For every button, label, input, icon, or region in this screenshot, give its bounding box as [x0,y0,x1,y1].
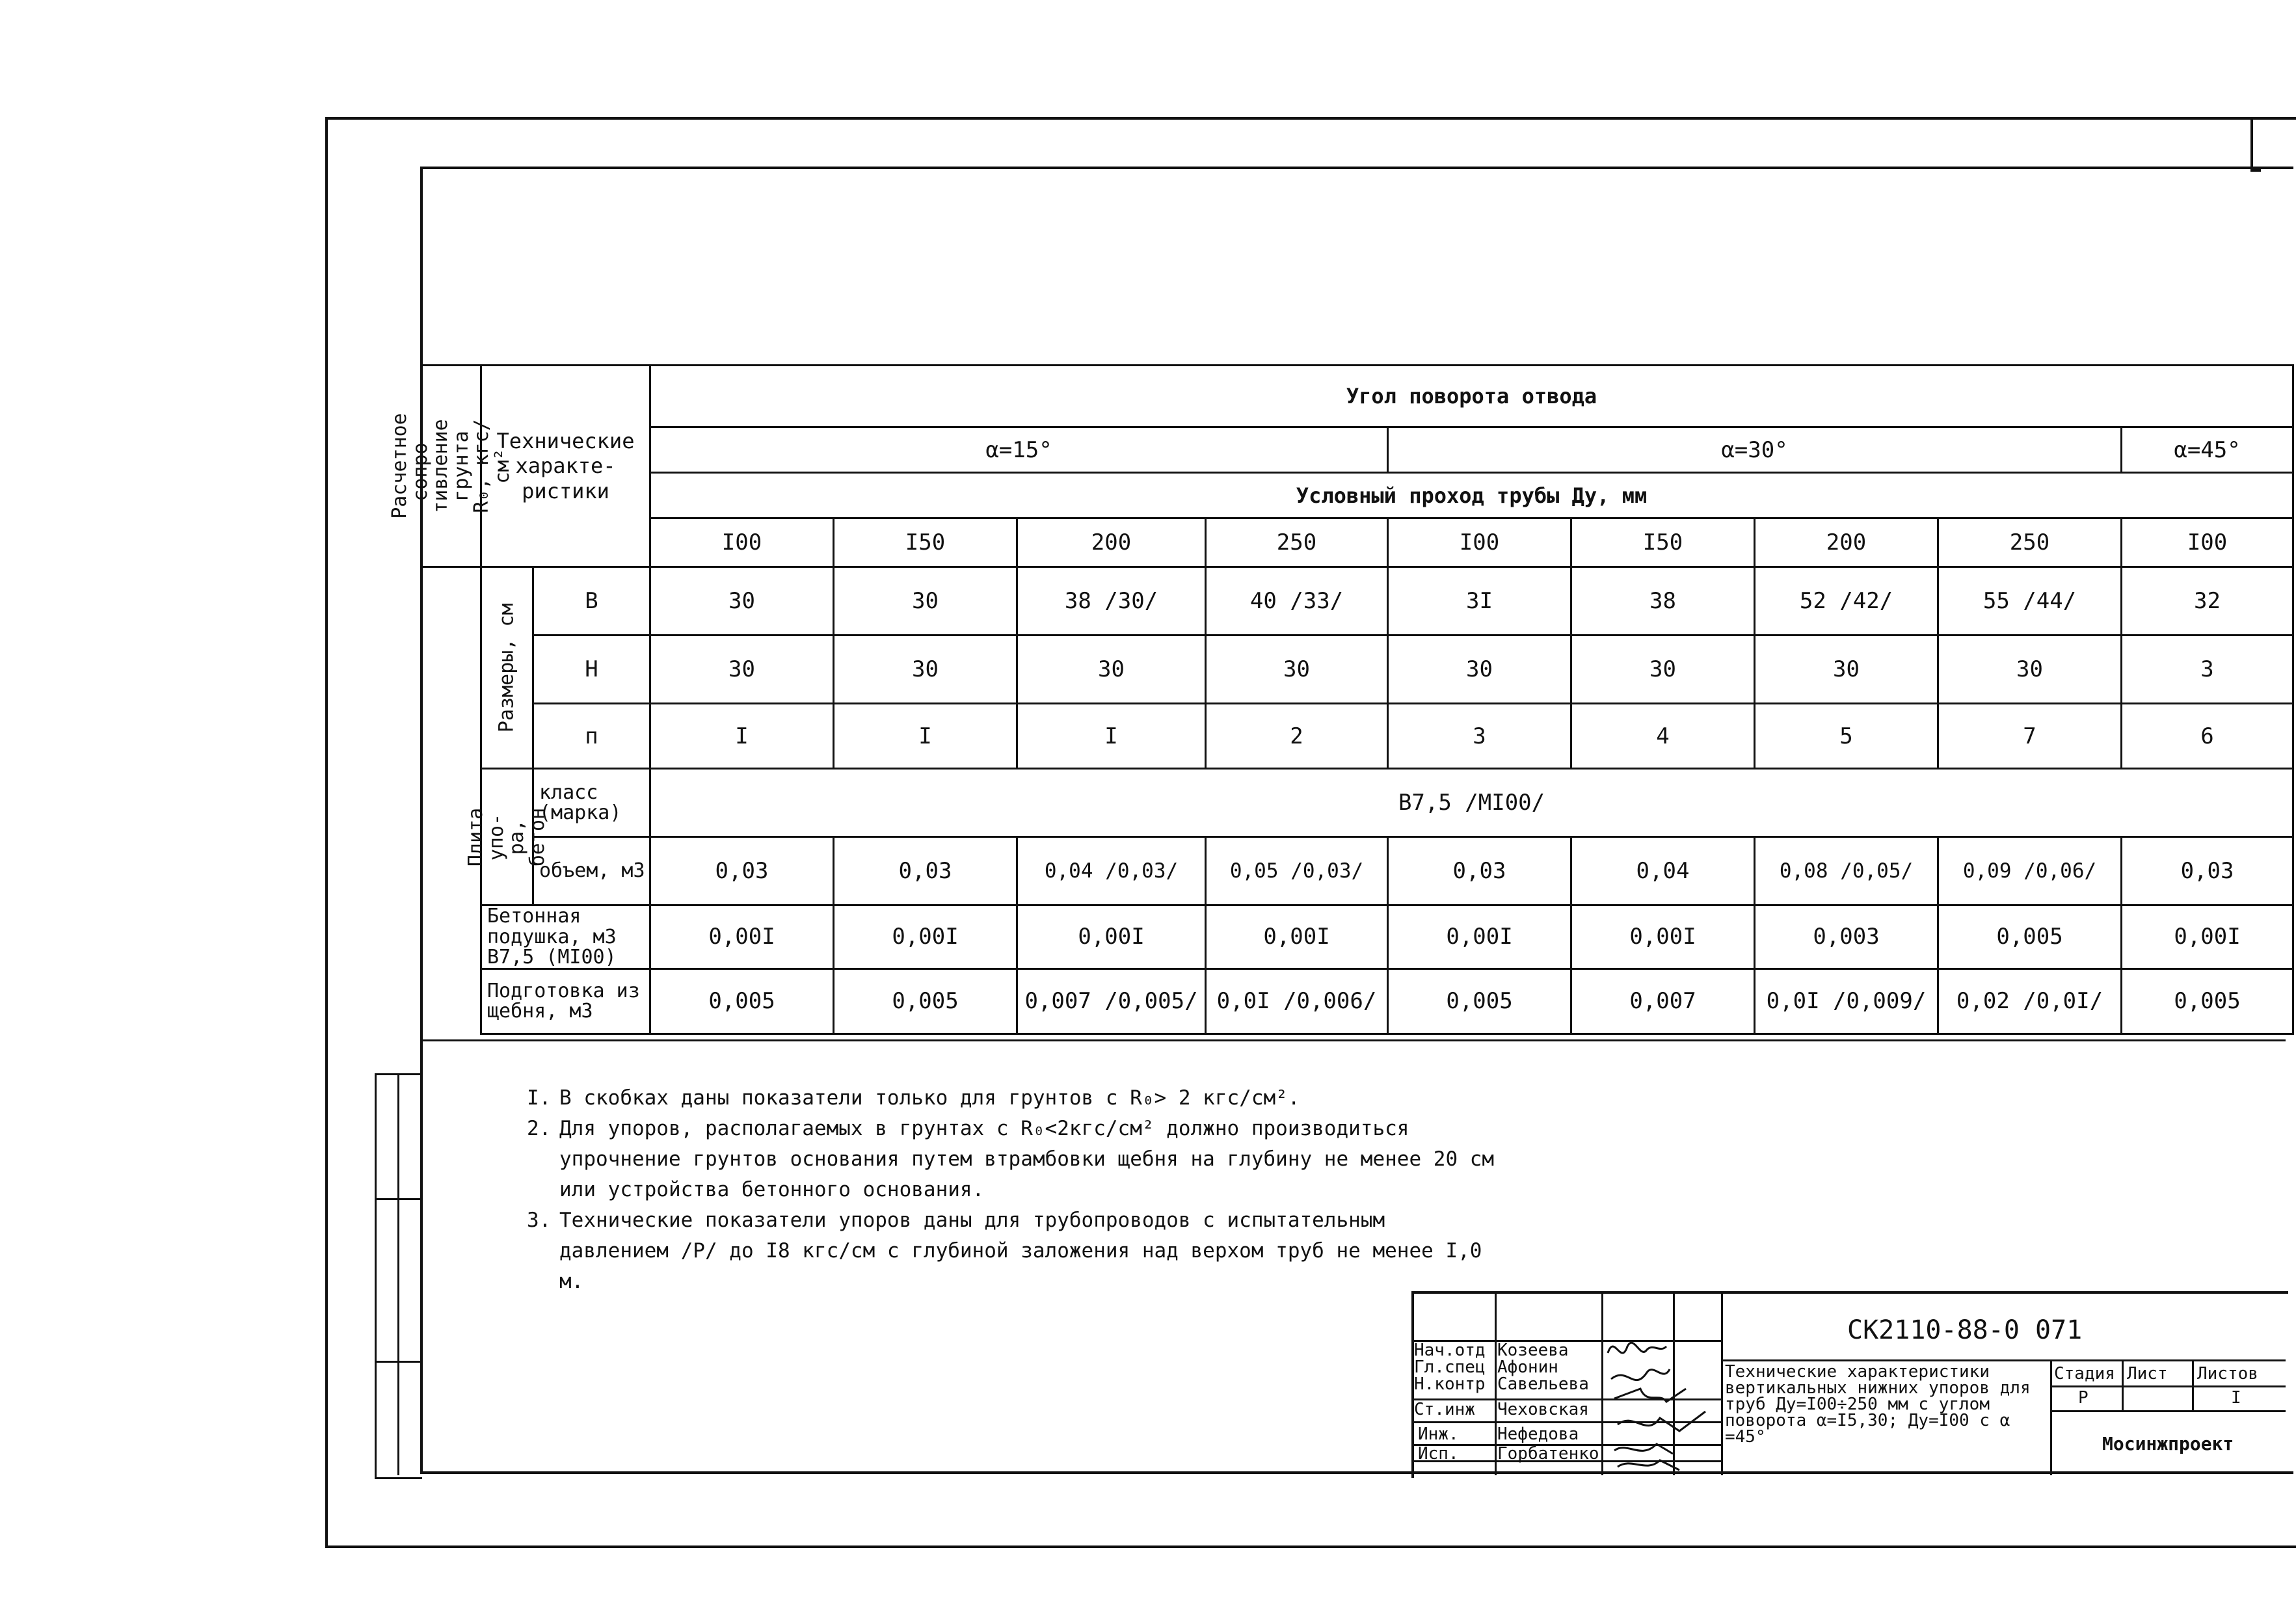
sheet-label: Лист [2127,1364,2168,1384]
diameter-cell: 200 [1755,518,1938,567]
volume-value: 0,04 [1571,837,1755,905]
side-empty [421,567,481,1034]
signatures-picture [1601,1327,1725,1477]
tb-col-5 [2050,1359,2052,1475]
row-label-pad: Бетонная подушка, м3 В7,5 (МI00) [481,905,650,969]
diameter-cell: I00 [650,518,834,567]
gravel-value: 0,005 [834,969,1017,1034]
name: Афонин [1497,1358,1558,1377]
tb-col-1 [1495,1291,1497,1475]
stage-label: Стадия [2054,1364,2115,1384]
sheets-label: Листов [2197,1364,2258,1384]
tb-row [2050,1410,2286,1412]
b-value: 30 [834,567,1017,636]
n-value: 7 [1938,704,2122,769]
h-value: 30 [1017,636,1206,704]
volume-value: 0,05 /0,03/ [1206,837,1388,905]
role: Нач.отд [1414,1341,1486,1360]
b-value: 40 /33/ [1206,567,1388,636]
b-value: 55 /44/ [1938,567,2122,636]
row-label-n: п [533,704,650,769]
tech-header: Технические характе-ристики [481,366,650,567]
plate-group-label: Плита упо-ра, бетон [481,769,533,905]
h-value: 30 [1388,636,1571,704]
gravel-value: 0,005 [650,969,834,1034]
pad-value: 0,00I [1017,905,1206,969]
h-value: 30 [650,636,834,704]
doc-code: СК2110-88-0 071 [1847,1315,2083,1345]
volume-value: 0,08 /0,05/ [1755,837,1938,905]
volume-value: 0,03 [2122,837,2293,905]
angle-header: Угол поворота отвода [650,366,2293,427]
pad-value: 0,00I [1571,905,1755,969]
b-value: 32 [2122,567,2293,636]
stage-value: Р [2078,1388,2089,1408]
pad-value: 0,003 [1755,905,1938,969]
diameter-cell: I00 [2122,518,2293,567]
tb-row [2050,1385,2286,1387]
signature-3 [1614,1389,1686,1402]
diameter-cell: I00 [1388,518,1571,567]
diameter-cell: I50 [1571,518,1755,567]
b-value: 38 [1571,567,1755,636]
angle-15: α=15° [650,427,1388,473]
volume-value: 0,09 /0,06/ [1938,837,2122,905]
binding-row-1 [375,1198,420,1200]
gravel-value: 0,0I /0,009/ [1755,969,1938,1034]
notes [527,1083,1502,1297]
name: Горбатенко [1497,1444,1599,1464]
row-label-class: класс (марка) [533,769,650,837]
diameter-cell: 200 [1017,518,1206,567]
drawing-description: Технические характеристики вертикальных нижних упоров для труб Ду=I00÷250 мм с углом поворота α=I5,30; Ду=I00 с α =45° [1725,1362,2031,1447]
note-item: 2. Для упоров, располагаемых в грунтах с R₀<2кгс/см² должно производиться упрочнение грунтов основания путем втрамбовки щебня на глубину не менее 20 см или устройства бетонного основания. [527,1117,1495,1201]
characteristics-table [388,364,2294,1035]
gravel-value: 0,005 [2122,969,2293,1034]
h-value: 30 [1755,636,1938,704]
dims-group-label: Размеры, см [481,567,533,769]
note-item: 3. Технические показатели упоров даны для трубопроводов с испытательным давлением /Р/ до I8 кгс/см с глубиной заложения над верхом труб не менее I,0 м. [527,1209,1482,1293]
gravel-value: 0,007 [1571,969,1755,1034]
diameter-cell: 250 [1206,518,1388,567]
name: Савельева [1497,1374,1589,1394]
role: Инж. [1418,1425,1459,1444]
gravel-value: 0,005 [1388,969,1571,1034]
gravel-value: 0,0I /0,006/ [1206,969,1388,1034]
role: Ст.инж [1414,1400,1475,1419]
b-value: 30 [650,567,834,636]
n-value: 3 [1388,704,1571,769]
role: Исп. [1418,1444,1459,1464]
signature-5 [1614,1444,1673,1454]
pad-value: 0,00I [2122,905,2293,969]
angle-45: α=45° [2122,427,2293,473]
b-value: 38 /30/ [1017,567,1206,636]
binding-row-2 [375,1361,420,1363]
row-label-h: Н [533,636,650,704]
diameter-header: Условный проход трубы Ду, мм [650,473,2293,518]
h-value: 30 [834,636,1017,704]
signature-6 [1618,1460,1679,1470]
row-label-volume: объем, м3 [533,837,650,905]
b-value: 3I [1388,567,1571,636]
h-value: 30 [1206,636,1388,704]
b-value: 52 /42/ [1755,567,1938,636]
role: Гл.спец [1414,1358,1486,1377]
tb-col-6 [2122,1359,2124,1410]
n-value: I [650,704,834,769]
angle-30: α=30° [1388,427,2122,473]
tb-row [1721,1359,2286,1361]
signature-2 [1611,1369,1670,1380]
note-item: I. В скобках даны показатели только для грунтов с R₀> 2 кгс/см². [527,1086,1300,1110]
n-value: 6 [2122,704,2293,769]
tb-col-7 [2192,1359,2194,1410]
n-value: 5 [1755,704,1938,769]
diameter-cell: 250 [1938,518,2122,567]
binding-divider [397,1073,399,1475]
name: Нефедова [1497,1425,1579,1444]
n-value: 4 [1571,704,1755,769]
diameter-cell: I50 [834,518,1017,567]
gravel-value: 0,007 /0,005/ [1017,969,1206,1034]
h-value: 30 [1571,636,1755,704]
sheets-value: I [2231,1388,2241,1408]
concrete-class-value: В7,5 /МI00/ [650,769,2293,837]
table-bottom-rule [420,1039,2286,1041]
gravel-value: 0,02 /0,0I/ [1938,969,2122,1034]
signature-1 [1608,1343,1666,1353]
h-value: 3 [2122,636,2293,704]
pad-value: 0,00I [650,905,834,969]
corner-mark [2250,117,2261,172]
signature-4 [1618,1412,1705,1431]
volume-value: 0,03 [834,837,1017,905]
h-value: 30 [1938,636,2122,704]
organization: Мосинжпроект [2102,1433,2234,1454]
name: Козеева [1497,1341,1569,1360]
volume-value: 0,03 [650,837,834,905]
row-label-b: В [533,567,650,636]
role: Н.контр [1414,1374,1486,1394]
pad-value: 0,00I [1388,905,1571,969]
row-label-gravel: Подготовка из щебня, м3 [481,969,650,1034]
n-value: I [1017,704,1206,769]
volume-value: 0,04 /0,03/ [1017,837,1206,905]
pad-value: 0,00I [1206,905,1388,969]
soil-resistance-header: Расчетное сопро-тивление грунта R₀, кгс/см² [421,366,481,567]
n-value: 2 [1206,704,1388,769]
pad-value: 0,00I [834,905,1017,969]
volume-value: 0,03 [1388,837,1571,905]
name: Чеховская [1497,1400,1589,1419]
pad-value: 0,005 [1938,905,2122,969]
n-value: I [834,704,1017,769]
